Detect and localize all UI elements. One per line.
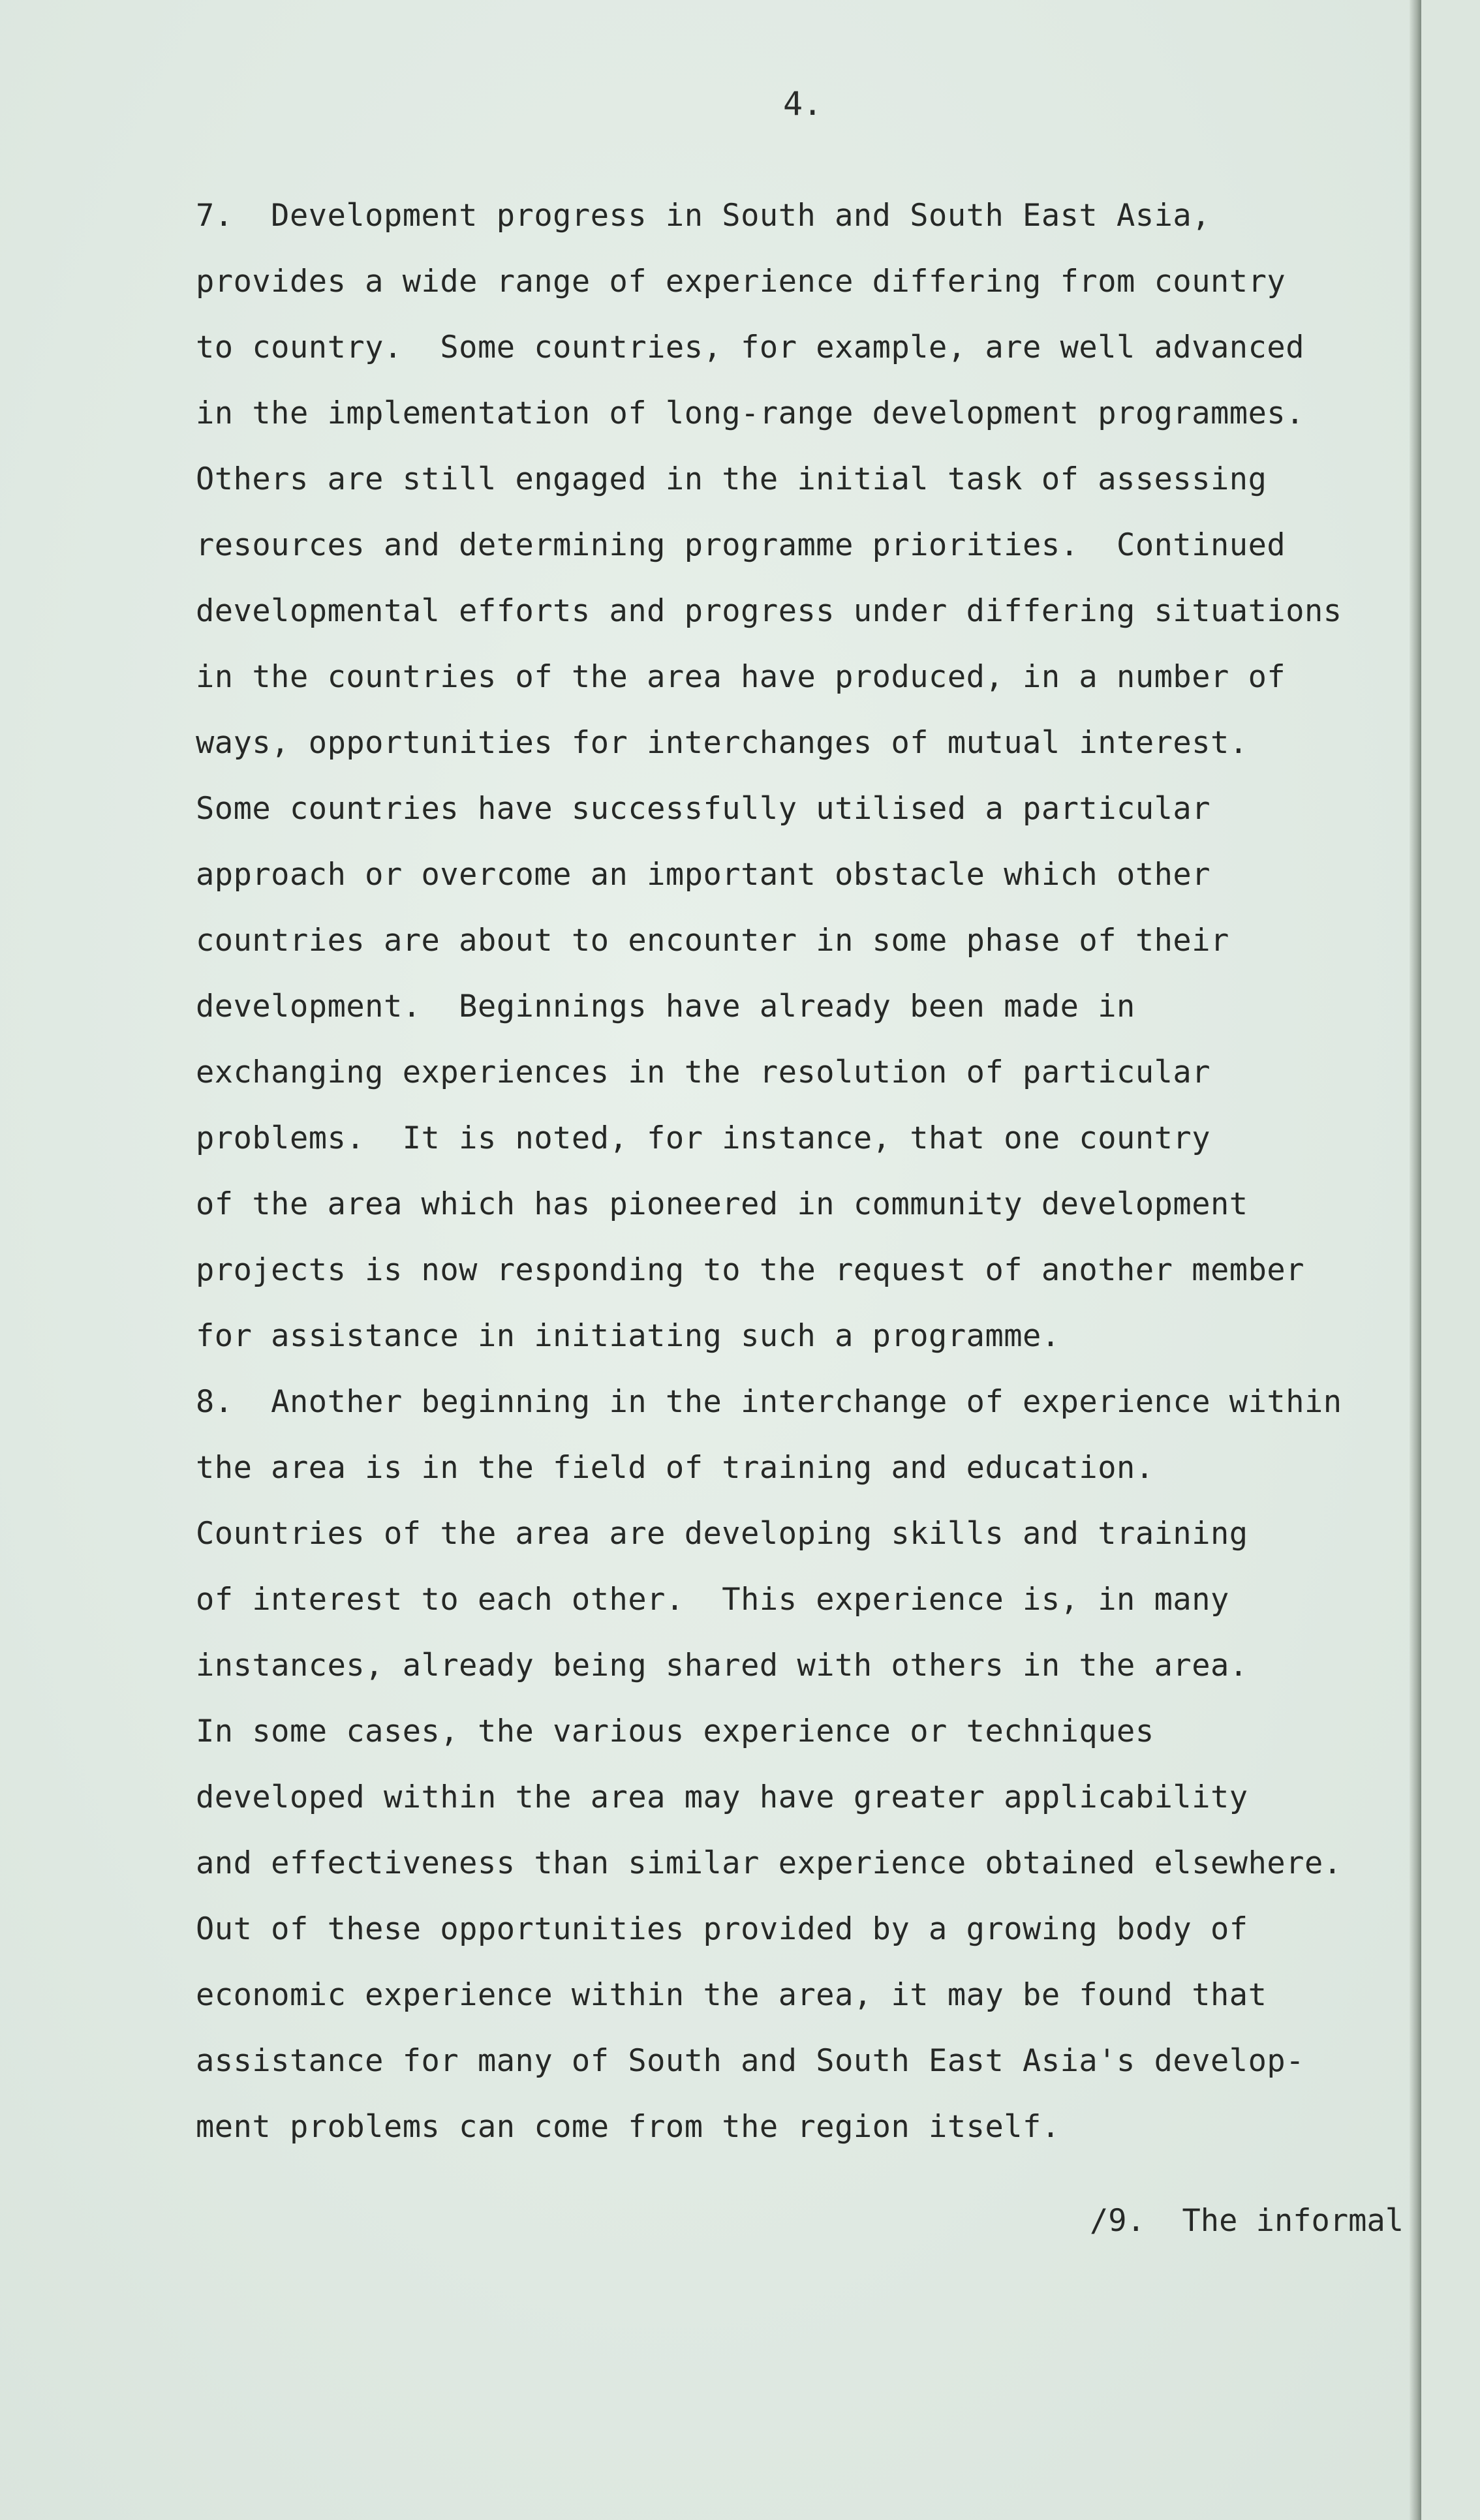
text-line: in the implementation of long-range development programmes.	[196, 395, 1304, 431]
adjacent-page-edge	[1421, 0, 1480, 2520]
text-line: Countries of the area are developing skills and training	[196, 1516, 1248, 1552]
text-line: In some cases, the various experience or techniques	[196, 1713, 1154, 1749]
text-line: development. Beginnings have already been made in	[196, 989, 1135, 1024]
text-line: countries are about to encounter in some phase of their	[196, 923, 1229, 959]
text-line: developmental efforts and progress under differing situations	[196, 593, 1342, 629]
continuation-catchword: /9. The informal	[1090, 2203, 1404, 2239]
text-line: Out of these opportunities provided by a growing body of	[196, 1911, 1248, 1947]
text-line: projects is now responding to the request of another member	[196, 1252, 1304, 1288]
text-line: of the area which has pioneered in community development	[196, 1186, 1248, 1222]
text-line: to country. Some countries, for example, are well advanced	[196, 330, 1304, 365]
text-line: economic experience within the area, it may be found that	[196, 1977, 1267, 2013]
text-line: of interest to each other. This experience is, in many	[196, 1582, 1229, 1618]
page-number: 4.	[783, 85, 823, 123]
text-line: Others are still engaged in the initial task of assessing	[196, 461, 1267, 497]
text-line: provides a wide range of experience differing from country	[196, 264, 1286, 300]
body-text	[196, 183, 1410, 2160]
text-line: and effectiveness than similar experience obtained elsewhere.	[196, 1845, 1342, 1881]
text-line: in the countries of the area have produced, in a number of	[196, 659, 1286, 695]
page-edge-shadow	[1410, 0, 1421, 2520]
text-line: problems. It is noted, for instance, that one country	[196, 1120, 1211, 1156]
text-line: 8. Another beginning in the interchange of experience within	[196, 1384, 1342, 1420]
text-line: developed within the area may have greater applicability	[196, 1779, 1248, 1815]
text-line: the area is in the field of training and education.	[196, 1450, 1154, 1486]
text-line: approach or overcome an important obstacle which other	[196, 857, 1211, 893]
text-line: instances, already being shared with others in the area.	[196, 1648, 1248, 1683]
text-line: Some countries have successfully utilised a particular	[196, 791, 1211, 827]
text-line: exchanging experiences in the resolution of particular	[196, 1054, 1211, 1090]
text-line: assistance for many of South and South East Asia's develop-	[196, 2043, 1304, 2079]
text-line: 7. Development progress in South and South East Asia,	[196, 198, 1211, 234]
text-line: resources and determining programme priorities. Continued	[196, 527, 1286, 563]
text-line: for assistance in initiating such a programme.	[196, 1318, 1060, 1354]
text-line: ways, opportunities for interchanges of mutual interest.	[196, 725, 1248, 761]
text-line: ment problems can come from the region itself.	[196, 2109, 1060, 2145]
